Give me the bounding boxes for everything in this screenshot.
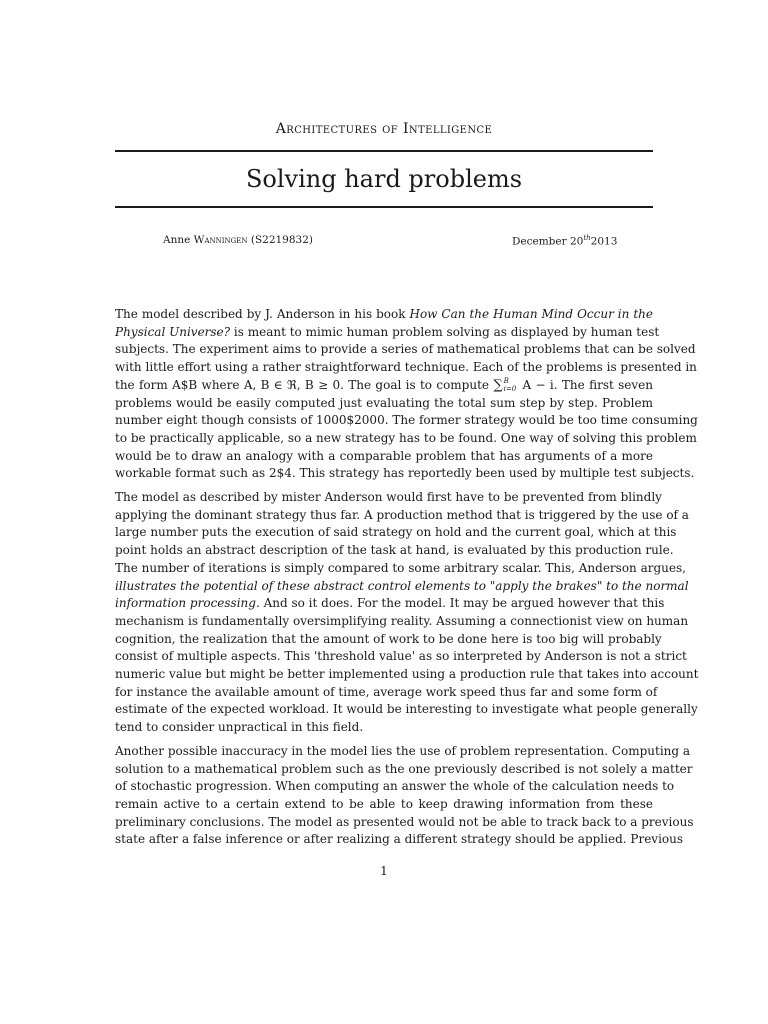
text-line: subjects. The experiment aims to provide a series of mathematical problems that can be solved — [115, 342, 696, 357]
text-line: of stochastic progression. When computing an answer the whole of the calculation needs to — [115, 779, 675, 794]
text-line: with little effort using a rather straightforward technique. Each of the problems is presented in — [115, 360, 697, 375]
book-title-italic: How Can the Human Mind Occur in the — [409, 307, 653, 321]
sum-lower-limit: i=0 — [503, 385, 517, 394]
text-line: Another possible inaccuracy in the model lies the use of problem representation. Computing a — [115, 743, 691, 758]
title-rule-bottom — [115, 206, 653, 208]
formula-text: the form A$B where A, B ∈ ℜ, B ≥ 0. The goal is to compute — [115, 377, 494, 392]
text-line: tend to consider unpractical in this field. — [115, 720, 364, 735]
paragraph-3 — [115, 743, 694, 849]
sum-symbol: ∑ — [493, 377, 503, 393]
text-line: solution to a mathematical problem such as the one previously described is not solely a matter — [115, 761, 693, 776]
student-id: (S2219832) — [250, 234, 313, 246]
text-line: to be practically applicable, so a new strategy has to be found. One way of solving this problem — [115, 430, 697, 445]
date-suffix: th — [583, 234, 591, 242]
text-line: consist of multiple aspects. This 'threshold value' as so interpreted by Anderson is not a strict — [115, 649, 687, 664]
paper-date — [512, 234, 617, 248]
paper-body — [115, 306, 699, 855]
date-year: 2013 — [590, 235, 618, 248]
text-run: The model described by J. Anderson in his book — [115, 307, 410, 321]
title-rule-top — [115, 150, 653, 152]
author-first-name: Anne — [163, 234, 191, 246]
text-line — [115, 306, 653, 324]
text-line: large number puts the execution of said strategy on hold and the current goal, which at this — [115, 525, 677, 540]
text-line: workable format such as 2$4. This strategy has reportedly been used by multiple test subjects. — [115, 466, 695, 481]
text-line: estimate of the expected workload. It would be interesting to investigate what people generally — [115, 702, 698, 717]
formula-line — [115, 377, 653, 395]
sum-limits — [504, 377, 517, 393]
text-line: preliminary conclusions. The model as presented would not be able to track back to a previous — [115, 814, 694, 829]
text-line: remain active to a certain extend to be able to keep drawing information from these — [115, 796, 653, 811]
text-line: would be to draw an analogy with a comparable problem that has arguments of a more — [115, 448, 653, 463]
book-title-italic: Physical Universe? — [115, 324, 231, 339]
course-name: Architectures of Intelligence — [275, 121, 493, 137]
text-line: The number of iterations is simply compared to some arbitrary scalar. This, Anderson argues, — [115, 560, 686, 575]
text-line: for instance the available amount of time, average work speed thus far and some form of — [115, 684, 658, 699]
text-line: numeric value but might be better implemented using a production rule that takes into account — [115, 667, 699, 682]
text-line: point holds an abstract description of the task at hand, is evaluated by this production rule. — [115, 543, 674, 558]
author-last-name: Wanningen — [193, 234, 248, 246]
text-line: mechanism is fundamentally oversimplifying reality. Assuming a connectionist view on human — [115, 613, 689, 628]
text-line: number eight though consists of 1000$2000. The former strategy would be too time consuming — [115, 413, 698, 428]
text-line: state after a false inference or after realizing a different strategy should be applied. Previous — [115, 832, 684, 847]
text-line: cognition, the realization that the amount of work to be done here is too big will probably — [115, 631, 662, 646]
text-line: problems would be easily computed just evaluating the total sum step by step. Problem — [115, 395, 653, 410]
paper-title: Solving hard problems — [245, 165, 523, 193]
text-line: The model as described by mister Anderson would first have to be prevented from blindly — [115, 490, 662, 505]
quote-italic-line: illustrates the potential of these abstract control elements to "apply the brakes" to the normal — [115, 578, 689, 593]
sum-upper-limit: B — [503, 377, 509, 386]
text-line: applying the dominant strategy thus far. A production method that is triggered by the use of a — [115, 507, 689, 522]
text-line — [115, 324, 660, 342]
text-line — [115, 595, 665, 613]
author-line — [163, 234, 313, 246]
text-run: And so it does. For the model. It may be argued however that this — [259, 596, 665, 611]
text-run: is meant to mimic human problem solving as displayed by human test — [230, 324, 660, 339]
paragraph-2 — [115, 489, 699, 737]
date-prefix: December 20 — [512, 235, 584, 248]
formula-rest: A − i. The first seven — [518, 377, 654, 392]
page-number: 1 — [380, 864, 388, 878]
paragraph-1 — [115, 306, 698, 483]
quote-italic-end: information processing. — [115, 596, 260, 611]
